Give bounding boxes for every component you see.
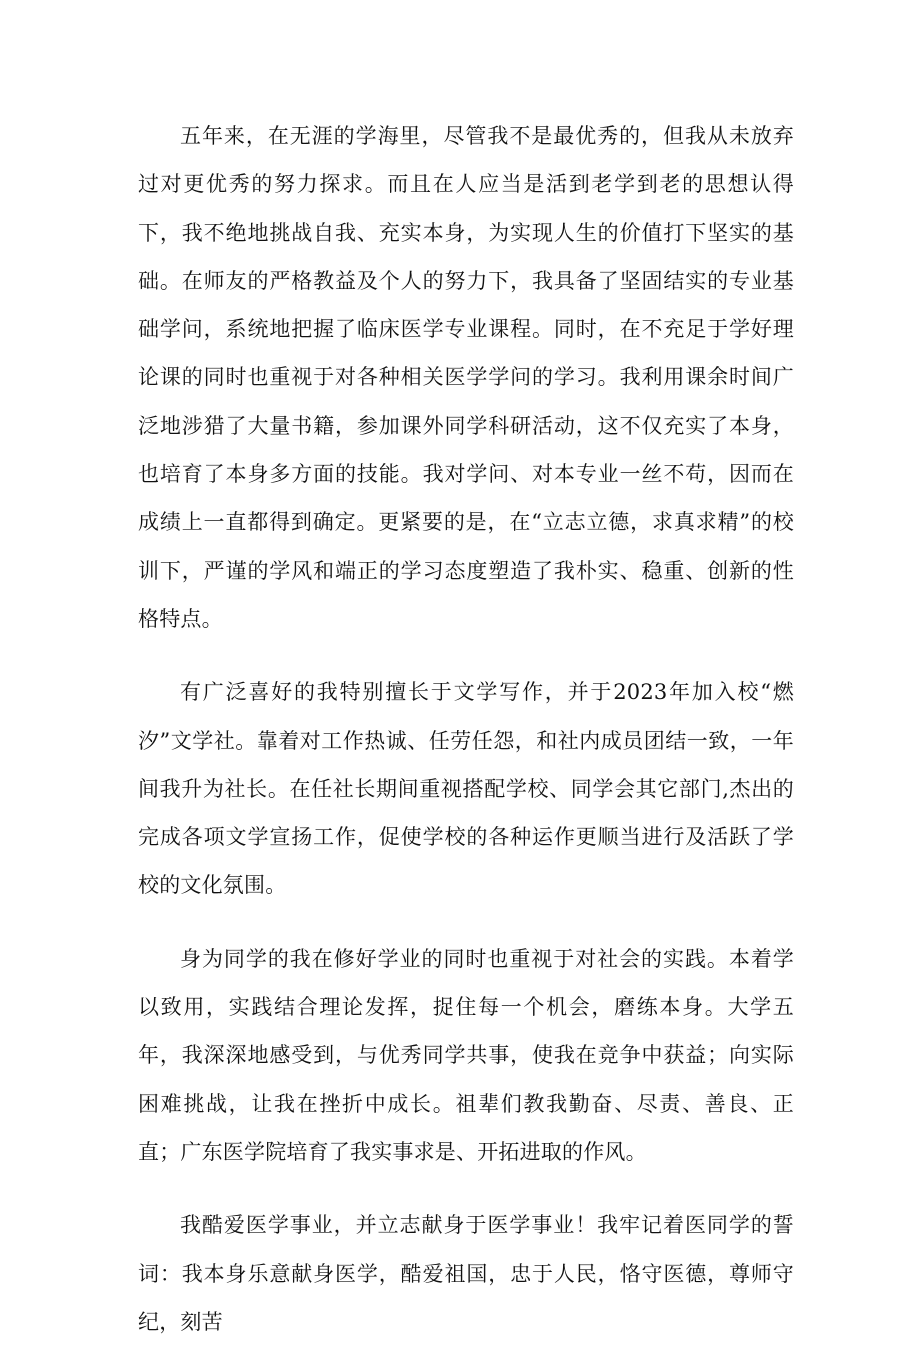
paragraph-medical-oath: 我酷爱医学事业，并立志献身于医学事业！我牢记着医同学的誓词：我本身乐意献身医学，酷爱祖国，忠于人民，恪守医德，尊师守纪，刻苦 [138, 1213, 794, 1334]
paragraph-study: 五年来，在无涯的学海里，尽管我不是最优秀的，但我从未放弃过对更优秀的努力探求。而且在人应当是活到老学到老的思想认得下，我不绝地挑战自我、充实本身，为实现人生的价值打下坚实的基础。在师友的严格教益及个人的努力下，我具备了坚固结实的专业基础学问，系统地把握了临床医学专业课程。同时，在不充足于学好理论课的同时也重视于对各种相关医学学问的学习。我利用课余时间广泛地涉猎了大量书籍，参加课外同学科研活动，这不仅充实了本身，也培育了本身多方面的技能。我对学问、对本专业一丝不苟，因而在成绩上一直都得到确定。更紧要的是，在“立志立德，求真求精”的校训下，严谨的学风和端正的学习态度塑造了我朴实、稳重、创新的性格特点。 [138, 124, 794, 631]
paragraph-social-practice: 身为同学的我在修好学业的同时也重视于对社会的实践。本着学以致用，实践结合理论发挥，捉住每一个机会，磨练本身。大学五年，我深深地感受到，与优秀同学共事，使我在竞争中获益；向实际困难挑战，让我在挫折中成长。祖辈们教我勤奋、尽责、善良、正直；广东医学院培育了我实事求是、开拓进取的作风。 [138, 946, 794, 1164]
paragraph-literature-club: 有广泛喜好的我特别擅长于文学写作，并于2023年加入校“燃汐”文学社。靠着对工作热诚、任劳任怨，和社内成员团结一致，一年间我升为社长。在任社长期间重视搭配学校、同学会其它部门,杰出的完成各项文学宣扬工作，促使学校的各种运作更顺当进行及活跃了学校的文化氛围。 [138, 680, 794, 898]
document-body [138, 112, 794, 1346]
